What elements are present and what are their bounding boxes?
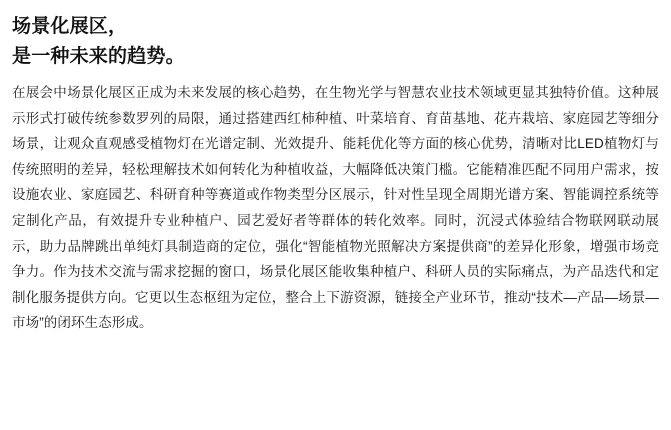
page-title bbox=[12, 12, 659, 72]
body-paragraph: 在展会中场景化展区正成为未来发展的核心趋势，在生物光学与智慧农业技术领域更显其独特价值。这种展示形式打破传统参数罗列的局限，通过搭建西红柿种植、叶菜培育、育苗基地、花卉栽培、家庭园艺等细分场景，让观众直观感受植物灯在光谱定制、光效提升、能耗优化等方面的核心优势，清晰对比LED植物灯与传统照明的差异，轻松理解技术如何转化为种植收益，大幅降低决策门槛。它能精准匹配不同用户需求，按设施农业、家庭园艺、科研育种等赛道或作物类型分区展示，针对性呈现全周期光谱方案、智能调控系统等定制化产品，有效提升专业种植户、园艺爱好者等群体的转化效率。同时，沉浸式体验结合物联网联动展示，助力品牌跳出单纯灯具制造商的定位，强化“智能植物光照解决方案提供商”的差异化形象，增强市场竞争力。作为技术交流与需求挖掘的窗口，场景化展区能收集种植户、科研人员的实际痛点，为产品迭代和定制化服务提供方向。它更以生态枢纽为定位，整合上下游资源，链接全产业环节，推动“技术—产品—场景—市场”的闭环生态形成。 bbox=[12, 85, 659, 331]
page-title-line-2: 是一种未来的趋势。 bbox=[12, 46, 185, 67]
page-title-line-1: 场景化展区， bbox=[12, 16, 128, 37]
